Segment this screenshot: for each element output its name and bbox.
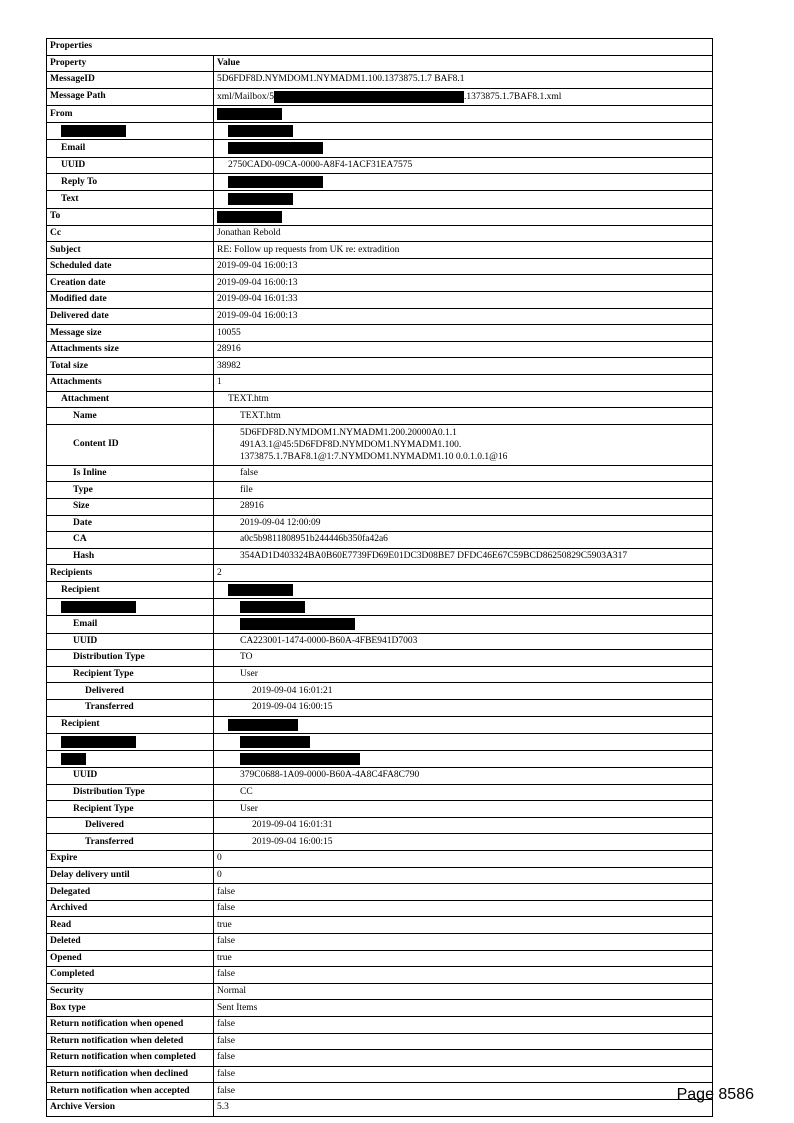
property-value (214, 851, 713, 868)
table-row (47, 408, 713, 425)
property-value (214, 834, 713, 851)
property-name (47, 733, 214, 750)
property-name: Return notification when deleted (47, 1033, 214, 1050)
property-value (214, 817, 713, 834)
property-name: To (47, 208, 214, 225)
redaction-block (228, 584, 293, 596)
value-text: CC (240, 786, 253, 797)
property-value (214, 515, 713, 532)
property-name: Total size (47, 358, 214, 375)
table-row (47, 768, 713, 785)
property-name: From (47, 105, 214, 122)
table-row (47, 391, 713, 408)
property-value (214, 208, 713, 225)
property-value (214, 1033, 713, 1050)
property-value (214, 867, 713, 884)
property-name: UUID (47, 157, 214, 174)
property-value (214, 225, 713, 242)
property-value (214, 733, 713, 750)
table-row (47, 784, 713, 801)
property-value (214, 934, 713, 951)
table-row (47, 817, 713, 834)
property-name: Opened (47, 950, 214, 967)
table-row (47, 225, 713, 242)
property-name (47, 750, 214, 767)
property-name: Reply To (47, 174, 214, 191)
property-name: Return notification when declined (47, 1066, 214, 1083)
table-row (47, 292, 713, 309)
redaction-block (240, 753, 360, 765)
property-value (214, 532, 713, 549)
value-text: Normal (217, 986, 247, 997)
table-row (47, 140, 713, 157)
property-name: Attachments size (47, 341, 214, 358)
table-row (47, 650, 713, 667)
redaction-block (61, 601, 136, 613)
value-text: 2019-09-04 16:01:33 (217, 294, 298, 305)
property-value (214, 784, 713, 801)
value-text: 2019-09-04 12:00:09 (240, 517, 321, 528)
property-value (214, 275, 713, 292)
property-name: Attachment (47, 391, 214, 408)
property-value (214, 599, 713, 616)
property-name: Return notification when accepted (47, 1083, 214, 1100)
value-text: TEXT.htm (240, 410, 281, 421)
value-line: 491A3.1@45:5D6FDF8D.NYMDOM1.NYMADM1.100. (240, 439, 462, 450)
property-value (214, 391, 713, 408)
property-value (214, 123, 713, 140)
header-property: Property (47, 55, 214, 72)
value-text: 0 (217, 853, 222, 864)
value-text: false (217, 1019, 235, 1030)
property-value (214, 88, 713, 105)
table-row (47, 191, 713, 208)
table-row (47, 633, 713, 650)
property-name: Archive Version (47, 1099, 214, 1116)
value-text: false (217, 969, 235, 980)
value-text: 5D6FDF8D.NYMDOM1.NYMADM1.100.1373875.1.7 BAF8.1 (217, 74, 465, 85)
value-text: false (217, 903, 235, 914)
table-row (47, 208, 713, 225)
redaction-block (228, 142, 323, 154)
property-name: Cc (47, 225, 214, 242)
property-name: Text (47, 191, 214, 208)
table-row (47, 88, 713, 105)
property-value (214, 292, 713, 309)
table-row (47, 934, 713, 951)
table-row (47, 716, 713, 733)
table-row (47, 599, 713, 616)
property-value (214, 581, 713, 598)
value-text: 2019-09-04 16:01:31 (252, 820, 333, 831)
property-name: Transferred (47, 834, 214, 851)
value-text: CA223001-1474-0000-B60A-4FBE941D7003 (240, 635, 418, 646)
redaction-block (217, 211, 282, 223)
table-row (47, 666, 713, 683)
table-row (47, 683, 713, 700)
property-name: Delay delivery until (47, 867, 214, 884)
property-name (47, 599, 214, 616)
property-value (214, 140, 713, 157)
redaction-block (240, 618, 355, 630)
table-title: Properties (47, 39, 713, 56)
table-row (47, 375, 713, 392)
value-text: a0c5b9811808951b244446b350fa42a6 (240, 534, 388, 545)
table-row (47, 1083, 713, 1100)
property-value (214, 884, 713, 901)
property-value (214, 548, 713, 565)
property-value (214, 1083, 713, 1100)
property-value (214, 424, 713, 465)
property-name: Read (47, 917, 214, 934)
table-title-row (47, 39, 713, 56)
property-name: Name (47, 408, 214, 425)
header-value: Value (214, 55, 713, 72)
property-name: CA (47, 532, 214, 549)
property-name: Date (47, 515, 214, 532)
table-row (47, 424, 713, 465)
value-text: 2750CAD0-09CA-0000-A8F4-1ACF31EA7575 (228, 159, 413, 170)
property-value (214, 72, 713, 89)
value-text: file (240, 484, 253, 495)
property-value (214, 900, 713, 917)
property-value (214, 565, 713, 582)
value-text: false (217, 1085, 235, 1096)
property-value (214, 1099, 713, 1116)
property-name: Recipient (47, 581, 214, 598)
property-value (214, 1016, 713, 1033)
redaction-block (228, 719, 298, 731)
property-value (214, 950, 713, 967)
property-name: Delivered (47, 817, 214, 834)
property-value (214, 699, 713, 716)
table-row (47, 258, 713, 275)
value-text: 2019-09-04 16:00:13 (217, 261, 298, 272)
property-value (214, 917, 713, 934)
table-row (47, 1050, 713, 1067)
property-value (214, 983, 713, 1000)
value-text: 2019-09-04 16:00:13 (217, 277, 298, 288)
property-name: Recipient (47, 716, 214, 733)
property-name: Size (47, 499, 214, 516)
value-text: User (240, 803, 258, 814)
table-row (47, 917, 713, 934)
table-row (47, 275, 713, 292)
value-text: 2019-09-04 16:00:13 (217, 310, 298, 321)
value-text: 5.3 (217, 1102, 229, 1113)
property-name: Transferred (47, 699, 214, 716)
property-name: Message Path (47, 88, 214, 105)
redaction-block (228, 176, 323, 188)
property-name: Recipient Type (47, 801, 214, 818)
property-name: MessageID (47, 72, 214, 89)
table-row (47, 1066, 713, 1083)
value-text: User (240, 669, 258, 680)
property-value (214, 157, 713, 174)
table-row (47, 482, 713, 499)
property-name: Expire (47, 851, 214, 868)
table-row (47, 884, 713, 901)
property-value (214, 191, 713, 208)
property-value (214, 683, 713, 700)
table-row (47, 967, 713, 984)
property-name: Recipient Type (47, 666, 214, 683)
table-row (47, 983, 713, 1000)
property-name: Delivered date (47, 308, 214, 325)
redaction-block (61, 125, 126, 137)
property-value (214, 308, 713, 325)
table-row (47, 341, 713, 358)
value-text: 2 (217, 567, 222, 578)
property-value (214, 967, 713, 984)
table-row (47, 867, 713, 884)
redaction-block (240, 601, 305, 613)
value-text: TO (240, 652, 253, 663)
property-value (214, 750, 713, 767)
property-name: Subject (47, 242, 214, 259)
table-row (47, 325, 713, 342)
redaction-block (217, 108, 282, 120)
redaction-block (228, 193, 293, 205)
table-row (47, 750, 713, 767)
property-value (214, 499, 713, 516)
table-row (47, 801, 713, 818)
table-row (47, 358, 713, 375)
property-name: Email (47, 140, 214, 157)
property-name: Return notification when completed (47, 1050, 214, 1067)
property-value (214, 1050, 713, 1067)
page-number: Page 8586 (676, 1086, 754, 1103)
property-name: Is Inline (47, 465, 214, 482)
table-row (47, 532, 713, 549)
table-row (47, 616, 713, 633)
property-name (47, 123, 214, 140)
property-value (214, 242, 713, 259)
value-text: 28916 (240, 501, 264, 512)
table-row (47, 72, 713, 89)
value-text: false (240, 468, 258, 479)
value-text: RE: Follow up requests from UK re: extradition (217, 244, 400, 255)
property-name: UUID (47, 633, 214, 650)
table-row (47, 308, 713, 325)
table-row (47, 1000, 713, 1017)
redaction-block (61, 736, 136, 748)
redaction-block (228, 125, 293, 137)
property-name: Archived (47, 900, 214, 917)
property-name: Delegated (47, 884, 214, 901)
redaction-block (61, 753, 86, 765)
table-row (47, 733, 713, 750)
table-row (47, 565, 713, 582)
value-text: true (217, 919, 232, 930)
property-name: Type (47, 482, 214, 499)
property-name: Return notification when opened (47, 1016, 214, 1033)
property-name: Distribution Type (47, 784, 214, 801)
table-row (47, 581, 713, 598)
property-value (214, 408, 713, 425)
property-name: Box type (47, 1000, 214, 1017)
property-name: Deleted (47, 934, 214, 951)
property-value (214, 768, 713, 785)
property-value (214, 801, 713, 818)
value-text: 354AD1D403324BA0B60E7739FD69E01DC3D08BE7 DFDC46E67C59BCD86250829C5903A317 (240, 551, 628, 562)
property-name: UUID (47, 768, 214, 785)
property-value (214, 666, 713, 683)
property-name: Message size (47, 325, 214, 342)
value-text: Sent Items (217, 1002, 258, 1013)
property-name: Attachments (47, 375, 214, 392)
property-value (214, 633, 713, 650)
value-text: 1 (217, 377, 222, 388)
property-value (214, 325, 713, 342)
properties-body (47, 39, 713, 1117)
property-name: Scheduled date (47, 258, 214, 275)
value-text: false (217, 1069, 235, 1080)
table-row (47, 157, 713, 174)
property-value (214, 1066, 713, 1083)
table-header-row (47, 55, 713, 72)
value-text: 28916 (217, 344, 241, 355)
value-text: false (217, 1052, 235, 1063)
property-value (214, 105, 713, 122)
table-row (47, 548, 713, 565)
property-name: Completed (47, 967, 214, 984)
redaction-block (240, 736, 310, 748)
value-text: TEXT.htm (228, 393, 269, 404)
property-value (214, 465, 713, 482)
property-value (214, 258, 713, 275)
value-text: false (217, 886, 235, 897)
table-row (47, 465, 713, 482)
property-value (214, 716, 713, 733)
property-value (214, 358, 713, 375)
table-row (47, 900, 713, 917)
redaction-block (274, 91, 464, 103)
property-value (214, 482, 713, 499)
property-value (214, 375, 713, 392)
value-text: Jonathan Rebold (217, 227, 281, 238)
property-name: Creation date (47, 275, 214, 292)
table-row (47, 1016, 713, 1033)
value-line: 5D6FDF8D.NYMDOM1.NYMADM1.200.20000A0.1.1 (240, 427, 457, 438)
value-text: 379C0688-1A09-0000-B60A-4A8C4FA8C790 (240, 770, 420, 781)
property-name: Modified date (47, 292, 214, 309)
table-row (47, 1033, 713, 1050)
table-row (47, 1099, 713, 1116)
table-row (47, 699, 713, 716)
value-text: false (217, 1035, 235, 1046)
property-value (214, 650, 713, 667)
table-row (47, 174, 713, 191)
value-text: 10055 (217, 327, 241, 338)
property-name: Recipients (47, 565, 214, 582)
property-name: Delivered (47, 683, 214, 700)
property-name: Content ID (47, 424, 214, 465)
properties-table (46, 38, 713, 1117)
property-name: Distribution Type (47, 650, 214, 667)
value-line: 1373875.1.7BAF8.1@1:7.NYMDOM1.NYMADM1.10 0.0.1.0.1@16 (240, 451, 508, 462)
property-name: Email (47, 616, 214, 633)
table-row (47, 950, 713, 967)
value-text-suffix: .1373875.1.7BAF8.1.xml (464, 91, 562, 102)
table-row (47, 834, 713, 851)
value-text: 2019-09-04 16:00:15 (252, 836, 333, 847)
property-value (214, 616, 713, 633)
value-text: 38982 (217, 360, 241, 371)
value-text: 0 (217, 869, 222, 880)
property-name: Security (47, 983, 214, 1000)
property-value (214, 341, 713, 358)
value-text: true (217, 952, 232, 963)
table-row (47, 851, 713, 868)
value-text: 2019-09-04 16:00:15 (252, 702, 333, 713)
table-row (47, 123, 713, 140)
value-text: 2019-09-04 16:01:21 (252, 685, 333, 696)
table-row (47, 515, 713, 532)
table-row (47, 105, 713, 122)
property-value (214, 1000, 713, 1017)
value-text: xml/Mailbox/5 (217, 91, 274, 102)
value-text: false (217, 936, 235, 947)
table-row (47, 499, 713, 516)
property-name: Hash (47, 548, 214, 565)
table-row (47, 242, 713, 259)
property-value (214, 174, 713, 191)
